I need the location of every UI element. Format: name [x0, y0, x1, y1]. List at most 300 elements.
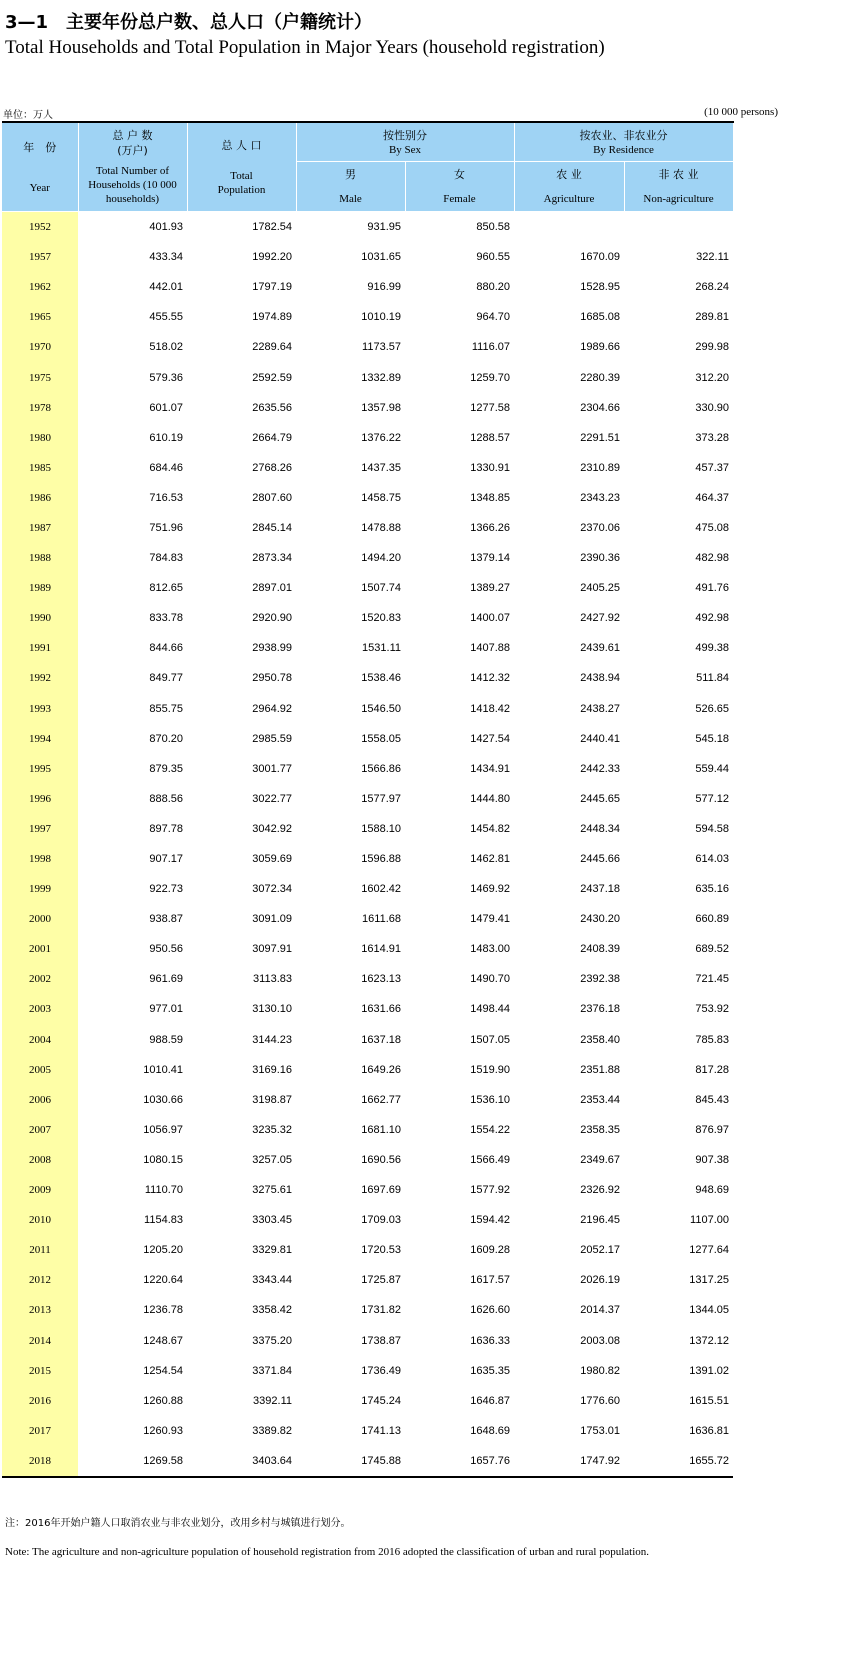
table-row	[2, 724, 733, 754]
non-agriculture-cell: 1636.81	[689, 1424, 729, 1437]
table-row	[2, 633, 733, 663]
agriculture-cell: 1747.92	[514, 1446, 624, 1477]
female-cell: 1594.42	[470, 1214, 510, 1227]
agriculture-cell: 2358.40	[580, 1033, 620, 1046]
agriculture-cell: 2442.33	[580, 762, 620, 775]
female-cell: 880.20	[476, 281, 510, 294]
female-cell: 1469.92	[470, 883, 510, 896]
population-cell: 3275.61	[252, 1184, 292, 1197]
agriculture-cell: 2349.67	[580, 1153, 620, 1166]
population-cell: 3235.32	[252, 1123, 292, 1136]
table-row	[2, 543, 733, 573]
population-cell: 3303.45	[252, 1214, 292, 1227]
non-agriculture-cell: 594.58	[695, 822, 729, 835]
male-cell: 1588.10	[361, 822, 401, 835]
male-cell: 1611.68	[362, 913, 401, 926]
non-agriculture-cell: 614.03	[695, 853, 729, 866]
non-agriculture-cell: 577.12	[695, 792, 729, 805]
female-cell: 1288.57	[470, 431, 510, 444]
non-agriculture-cell: 660.89	[695, 913, 729, 926]
population-cell: 3371.84	[252, 1364, 292, 1377]
female-cell: 1635.35	[470, 1364, 510, 1377]
households-cell: 1220.64	[143, 1274, 183, 1287]
non-agriculture-cell: 312.20	[695, 371, 729, 384]
male-cell: 1720.53	[361, 1244, 401, 1257]
population-cell: 2985.59	[252, 732, 292, 745]
agriculture-cell: 2280.39	[580, 371, 620, 384]
year-cell: 2013	[2, 1295, 78, 1325]
agriculture-cell: 2438.94	[580, 672, 620, 685]
male-cell: 1736.49	[361, 1364, 401, 1377]
non-agriculture-cell: 817.28	[695, 1063, 729, 1076]
female-cell: 1648.69	[470, 1424, 510, 1437]
households-cell: 961.69	[149, 973, 183, 986]
year-cell: 1962	[2, 272, 78, 302]
female-cell: 1536.10	[470, 1093, 510, 1106]
year-cell: 2018	[2, 1446, 78, 1477]
table-row	[2, 453, 733, 483]
non-agriculture-cell	[624, 212, 733, 243]
agriculture-cell: 1989.66	[580, 341, 620, 354]
male-cell: 1602.42	[361, 883, 401, 896]
table-row	[2, 874, 733, 904]
female-cell: 1483.00	[470, 943, 510, 956]
households-cell: 1110.70	[144, 1184, 183, 1197]
male-cell: 1538.46	[361, 672, 401, 685]
table-row	[2, 1055, 733, 1085]
non-agriculture-cell: 457.37	[695, 461, 729, 474]
female-cell: 1400.07	[470, 612, 510, 625]
year-cell: 2010	[2, 1205, 78, 1235]
households-cell: 950.56	[149, 943, 183, 956]
header-population: 总 人 口 Total Population	[187, 122, 296, 212]
non-agriculture-cell: 1372.12	[689, 1334, 729, 1347]
female-cell: 1454.82	[470, 822, 510, 835]
footnote-en: Note: The agriculture and non-agriculture population of household registration from 2016 adopted the classification of urban and rural population.	[5, 1546, 650, 1558]
year-cell: 1965	[2, 302, 78, 332]
table-row	[2, 302, 733, 332]
non-agriculture-cell: 1615.51	[689, 1394, 729, 1407]
table-row	[2, 1025, 733, 1055]
agriculture-cell: 2291.51	[580, 431, 620, 444]
agriculture-cell: 2439.61	[580, 642, 620, 655]
year-cell: 2007	[2, 1115, 78, 1145]
population-cell: 3144.23	[252, 1033, 292, 1046]
footnote-cn: 注：2016年开始户籍人口取消农业与非农业划分，改用乡村与城镇进行划分。	[5, 1518, 351, 1529]
female-cell: 1444.80	[470, 792, 510, 805]
population-cell: 2807.60	[252, 491, 292, 504]
female-cell: 1490.70	[470, 973, 510, 986]
year-cell: 1975	[2, 362, 78, 392]
agriculture-cell: 2445.65	[580, 792, 620, 805]
female-cell: 1389.27	[470, 582, 510, 595]
households-cell: 833.78	[149, 612, 183, 625]
year-cell: 2009	[2, 1175, 78, 1205]
households-cell: 601.07	[149, 401, 183, 414]
non-agriculture-cell: 1391.02	[689, 1364, 729, 1377]
table-row	[2, 1325, 733, 1355]
population-cell: 3169.16	[252, 1063, 292, 1076]
year-cell: 2002	[2, 964, 78, 994]
year-cell: 2012	[2, 1265, 78, 1295]
male-cell: 1566.86	[361, 762, 401, 775]
agriculture-cell: 1528.95	[580, 281, 620, 294]
agriculture-cell: 2343.23	[580, 491, 620, 504]
population-cell: 3097.91	[252, 943, 292, 956]
male-cell: 1725.87	[361, 1274, 401, 1287]
non-agriculture-cell: 753.92	[695, 1003, 729, 1016]
male-cell: 1010.19	[361, 311, 401, 324]
agriculture-cell	[514, 212, 624, 243]
female-cell: 1462.81	[470, 853, 510, 866]
female-cell: 1554.22	[470, 1123, 510, 1136]
households-cell: 518.02	[149, 341, 183, 354]
table-row	[2, 573, 733, 603]
header-female: 女 Female	[405, 162, 514, 212]
agriculture-cell: 2304.66	[580, 401, 620, 414]
non-agriculture-cell: 330.90	[695, 401, 729, 414]
year-cell: 1957	[2, 242, 78, 272]
table-row	[2, 1175, 733, 1205]
non-agriculture-cell: 1344.05	[689, 1304, 729, 1317]
agriculture-cell: 2351.88	[580, 1063, 620, 1076]
male-cell: 1681.10	[361, 1123, 401, 1136]
year-cell: 2004	[2, 1025, 78, 1055]
non-agriculture-cell: 491.76	[695, 582, 729, 595]
agriculture-cell: 1670.09	[580, 251, 620, 264]
agriculture-cell: 2353.44	[580, 1093, 620, 1106]
population-cell: 2768.26	[252, 461, 292, 474]
agriculture-cell: 1980.82	[580, 1364, 620, 1377]
male-cell: 1690.56	[361, 1153, 401, 1166]
male-cell: 1494.20	[361, 552, 401, 565]
table-row	[2, 844, 733, 874]
non-agriculture-cell: 876.97	[695, 1123, 729, 1136]
non-agriculture-cell: 1277.64	[689, 1244, 729, 1257]
households-cell: 610.19	[149, 431, 183, 444]
male-cell: 1173.57	[362, 341, 401, 354]
table-row	[2, 694, 733, 724]
female-cell: 1366.26	[470, 521, 510, 534]
table-row	[2, 1205, 733, 1235]
year-cell: 2001	[2, 934, 78, 964]
male-cell: 1745.88	[296, 1446, 405, 1477]
agriculture-cell: 2405.25	[580, 582, 620, 595]
population-cell: 2920.90	[252, 612, 292, 625]
non-agriculture-cell: 1655.72	[624, 1446, 733, 1477]
agriculture-cell: 2445.66	[580, 853, 620, 866]
male-cell: 1031.65	[361, 251, 401, 264]
agriculture-cell: 2408.39	[580, 943, 620, 956]
table-row	[2, 663, 733, 693]
population-cell: 2873.34	[252, 552, 292, 565]
households-cell: 579.36	[149, 371, 183, 384]
non-agriculture-cell: 482.98	[695, 552, 729, 565]
page-title-cn: 3—1 主要年份总户数、总人口（户籍统计）	[5, 12, 373, 33]
year-cell: 1985	[2, 453, 78, 483]
male-cell: 1458.75	[361, 491, 401, 504]
population-cell: 3392.11	[253, 1394, 292, 1407]
non-agriculture-cell: 689.52	[695, 943, 729, 956]
table-row	[2, 994, 733, 1024]
page-title-en: Total Households and Total Population in Major Years (household registration)	[5, 37, 605, 58]
agriculture-cell: 1753.01	[580, 1424, 620, 1437]
agriculture-cell: 2440.41	[580, 732, 620, 745]
households-cell: 684.46	[149, 461, 183, 474]
table-row	[2, 483, 733, 513]
households-cell: 888.56	[149, 792, 183, 805]
year-cell: 2000	[2, 904, 78, 934]
households-cell: 855.75	[149, 702, 183, 715]
female-cell: 960.55	[476, 251, 510, 264]
agriculture-cell: 2427.92	[580, 612, 620, 625]
header-non-agriculture: 非 农 业 Non-agriculture	[624, 162, 733, 212]
table-row	[2, 754, 733, 784]
male-cell: 1478.88	[361, 521, 401, 534]
households-cell: 977.01	[149, 1003, 183, 1016]
population-cell: 2950.78	[252, 672, 292, 685]
households-cell: 442.01	[149, 281, 183, 294]
households-cell: 1205.20	[143, 1244, 183, 1257]
year-cell: 2016	[2, 1386, 78, 1416]
female-cell: 1427.54	[470, 732, 510, 745]
female-cell: 1479.41	[470, 913, 510, 926]
population-cell: 1974.89	[252, 311, 292, 324]
households-cell: 879.35	[149, 762, 183, 775]
non-agriculture-cell: 464.37	[695, 491, 729, 504]
female-cell: 1609.28	[470, 1244, 510, 1257]
male-cell: 1738.87	[361, 1334, 401, 1347]
non-agriculture-cell: 785.83	[695, 1033, 729, 1046]
table-row	[2, 814, 733, 844]
population-cell: 3329.81	[252, 1244, 292, 1257]
table-row	[2, 1235, 733, 1265]
male-cell: 1577.97	[361, 792, 401, 805]
year-cell: 2003	[2, 994, 78, 1024]
households-cell: 1080.15	[143, 1153, 183, 1166]
population-cell: 3113.83	[253, 973, 292, 986]
female-cell: 850.58	[405, 212, 514, 243]
male-cell: 1357.98	[361, 401, 401, 414]
male-cell: 1614.91	[361, 943, 401, 956]
table-row	[2, 904, 733, 934]
population-cell: 3059.69	[252, 853, 292, 866]
households-cell: 401.93	[78, 212, 187, 243]
population-cell: 1992.20	[252, 251, 292, 264]
female-cell: 1330.91	[470, 461, 510, 474]
households-cell: 870.20	[149, 732, 183, 745]
male-cell: 1558.05	[361, 732, 401, 745]
male-cell: 1520.83	[361, 612, 401, 625]
population-cell: 3022.77	[252, 792, 292, 805]
unit-label-en: (10 000 persons)	[704, 106, 778, 118]
population-cell: 3257.05	[252, 1153, 292, 1166]
households-cell: 938.87	[149, 913, 183, 926]
table-row	[2, 423, 733, 453]
population-cell: 3042.92	[252, 822, 292, 835]
female-cell: 1277.58	[470, 401, 510, 414]
agriculture-cell: 2003.08	[580, 1334, 620, 1347]
agriculture-cell: 2014.37	[580, 1304, 620, 1317]
table-row	[2, 1356, 733, 1386]
male-cell: 1507.74	[361, 582, 401, 595]
male-cell: 1546.50	[361, 702, 401, 715]
year-cell: 1978	[2, 393, 78, 423]
population-cell: 2635.56	[252, 401, 292, 414]
unit-label-cn: 单位：万人	[3, 110, 53, 121]
households-cell: 1154.83	[144, 1214, 183, 1227]
population-cell: 3358.42	[252, 1304, 292, 1317]
population-cell: 2592.59	[252, 371, 292, 384]
male-cell: 1649.26	[361, 1063, 401, 1076]
non-agriculture-cell: 907.38	[695, 1153, 729, 1166]
non-agriculture-cell: 289.81	[695, 311, 729, 324]
non-agriculture-cell: 1107.00	[690, 1214, 729, 1227]
population-cell: 2897.01	[252, 582, 292, 595]
table-row	[2, 1416, 733, 1446]
agriculture-cell: 2326.92	[580, 1184, 620, 1197]
non-agriculture-cell: 499.38	[695, 642, 729, 655]
table-row	[2, 934, 733, 964]
table-row	[2, 393, 733, 423]
table-row	[2, 1295, 733, 1325]
year-cell: 1991	[2, 633, 78, 663]
table-row	[2, 1115, 733, 1145]
year-cell: 1996	[2, 784, 78, 814]
female-cell: 1498.44	[470, 1003, 510, 1016]
header-by-residence: 按农业、非农业分 By Residence	[514, 122, 733, 162]
male-cell: 1637.18	[361, 1033, 401, 1046]
year-cell: 1995	[2, 754, 78, 784]
female-cell: 1407.88	[470, 642, 510, 655]
year-cell: 2017	[2, 1416, 78, 1446]
male-cell: 1741.13	[361, 1424, 401, 1437]
households-cell: 1030.66	[143, 1093, 183, 1106]
male-cell: 1709.03	[361, 1214, 401, 1227]
header-by-sex: 按性别分 By Sex	[296, 122, 514, 162]
table-row	[2, 1386, 733, 1416]
header-agriculture: 农 业 Agriculture	[514, 162, 624, 212]
female-cell: 1507.05	[470, 1033, 510, 1046]
agriculture-cell: 2392.38	[580, 973, 620, 986]
year-cell: 2014	[2, 1325, 78, 1355]
non-agriculture-cell: 948.69	[695, 1184, 729, 1197]
population-cell: 2938.99	[252, 642, 292, 655]
households-cell: 844.66	[149, 642, 183, 655]
year-cell: 2005	[2, 1055, 78, 1085]
female-cell: 1657.76	[405, 1446, 514, 1477]
population-table	[2, 121, 734, 1478]
non-agriculture-cell: 635.16	[695, 883, 729, 896]
agriculture-cell: 2358.35	[580, 1123, 620, 1136]
population-cell: 3001.77	[252, 762, 292, 775]
agriculture-cell: 2310.89	[580, 461, 620, 474]
households-cell: 897.78	[149, 822, 183, 835]
female-cell: 1116.07	[471, 341, 510, 354]
female-cell: 1379.14	[470, 552, 510, 565]
population-cell: 2964.92	[252, 702, 292, 715]
year-cell: 2011	[2, 1235, 78, 1265]
agriculture-cell: 2376.18	[580, 1003, 620, 1016]
agriculture-cell: 1776.60	[580, 1394, 620, 1407]
agriculture-cell: 2437.18	[580, 883, 620, 896]
male-cell: 1531.11	[362, 642, 401, 655]
table-row	[2, 242, 733, 272]
female-cell: 1418.42	[470, 702, 510, 715]
table-row	[2, 332, 733, 362]
non-agriculture-cell: 545.18	[695, 732, 729, 745]
year-cell: 1990	[2, 603, 78, 633]
agriculture-cell: 2370.06	[580, 521, 620, 534]
households-cell: 784.83	[149, 552, 183, 565]
non-agriculture-cell: 373.28	[695, 431, 729, 444]
households-cell: 1236.78	[143, 1304, 183, 1317]
year-cell: 2015	[2, 1356, 78, 1386]
male-cell: 1662.77	[361, 1093, 401, 1106]
male-cell: 1697.69	[361, 1184, 401, 1197]
male-cell: 1437.35	[361, 461, 401, 474]
population-cell: 2845.14	[252, 521, 292, 534]
non-agriculture-cell: 322.11	[696, 251, 729, 264]
households-cell: 1010.41	[143, 1063, 183, 1076]
year-cell: 1997	[2, 814, 78, 844]
female-cell: 1348.85	[470, 491, 510, 504]
non-agriculture-cell: 559.44	[695, 762, 729, 775]
agriculture-cell: 2052.17	[580, 1244, 620, 1257]
population-cell: 3130.10	[252, 1003, 292, 1016]
population-cell: 3091.09	[252, 913, 292, 926]
non-agriculture-cell: 845.43	[695, 1093, 729, 1106]
year-cell: 1970	[2, 332, 78, 362]
non-agriculture-cell: 299.98	[695, 341, 729, 354]
households-cell: 1260.93	[143, 1424, 183, 1437]
population-cell: 3198.87	[252, 1093, 292, 1106]
non-agriculture-cell: 475.08	[695, 521, 729, 534]
female-cell: 1636.33	[470, 1334, 510, 1347]
female-cell: 1434.91	[470, 762, 510, 775]
male-cell: 916.99	[367, 281, 401, 294]
male-cell: 1596.88	[361, 853, 401, 866]
agriculture-cell: 2430.20	[580, 913, 620, 926]
year-cell: 2006	[2, 1085, 78, 1115]
year-cell: 1992	[2, 663, 78, 693]
female-cell: 1412.32	[470, 672, 510, 685]
header-households: 总 户 数 (万户) Total Number of Households (10 000 households)	[78, 122, 187, 212]
year-cell: 1999	[2, 874, 78, 904]
households-cell: 907.17	[149, 853, 183, 866]
header-male: 男 Male	[296, 162, 405, 212]
male-cell: 1631.66	[361, 1003, 401, 1016]
year-cell: 1998	[2, 844, 78, 874]
table-row	[2, 603, 733, 633]
table-row	[2, 272, 733, 302]
population-cell: 3343.44	[252, 1274, 292, 1287]
households-cell: 812.65	[149, 582, 183, 595]
year-cell: 1988	[2, 543, 78, 573]
non-agriculture-cell: 1317.25	[689, 1274, 729, 1287]
households-cell: 716.53	[149, 491, 183, 504]
population-cell: 2664.79	[252, 431, 292, 444]
female-cell: 1626.60	[470, 1304, 510, 1317]
agriculture-cell: 2438.27	[580, 702, 620, 715]
male-cell: 1745.24	[361, 1394, 401, 1407]
population-cell: 3072.34	[252, 883, 292, 896]
year-cell: 1994	[2, 724, 78, 754]
table-row	[2, 784, 733, 814]
population-cell: 3389.82	[252, 1424, 292, 1437]
female-cell: 964.70	[476, 311, 510, 324]
table-row	[2, 1265, 733, 1295]
